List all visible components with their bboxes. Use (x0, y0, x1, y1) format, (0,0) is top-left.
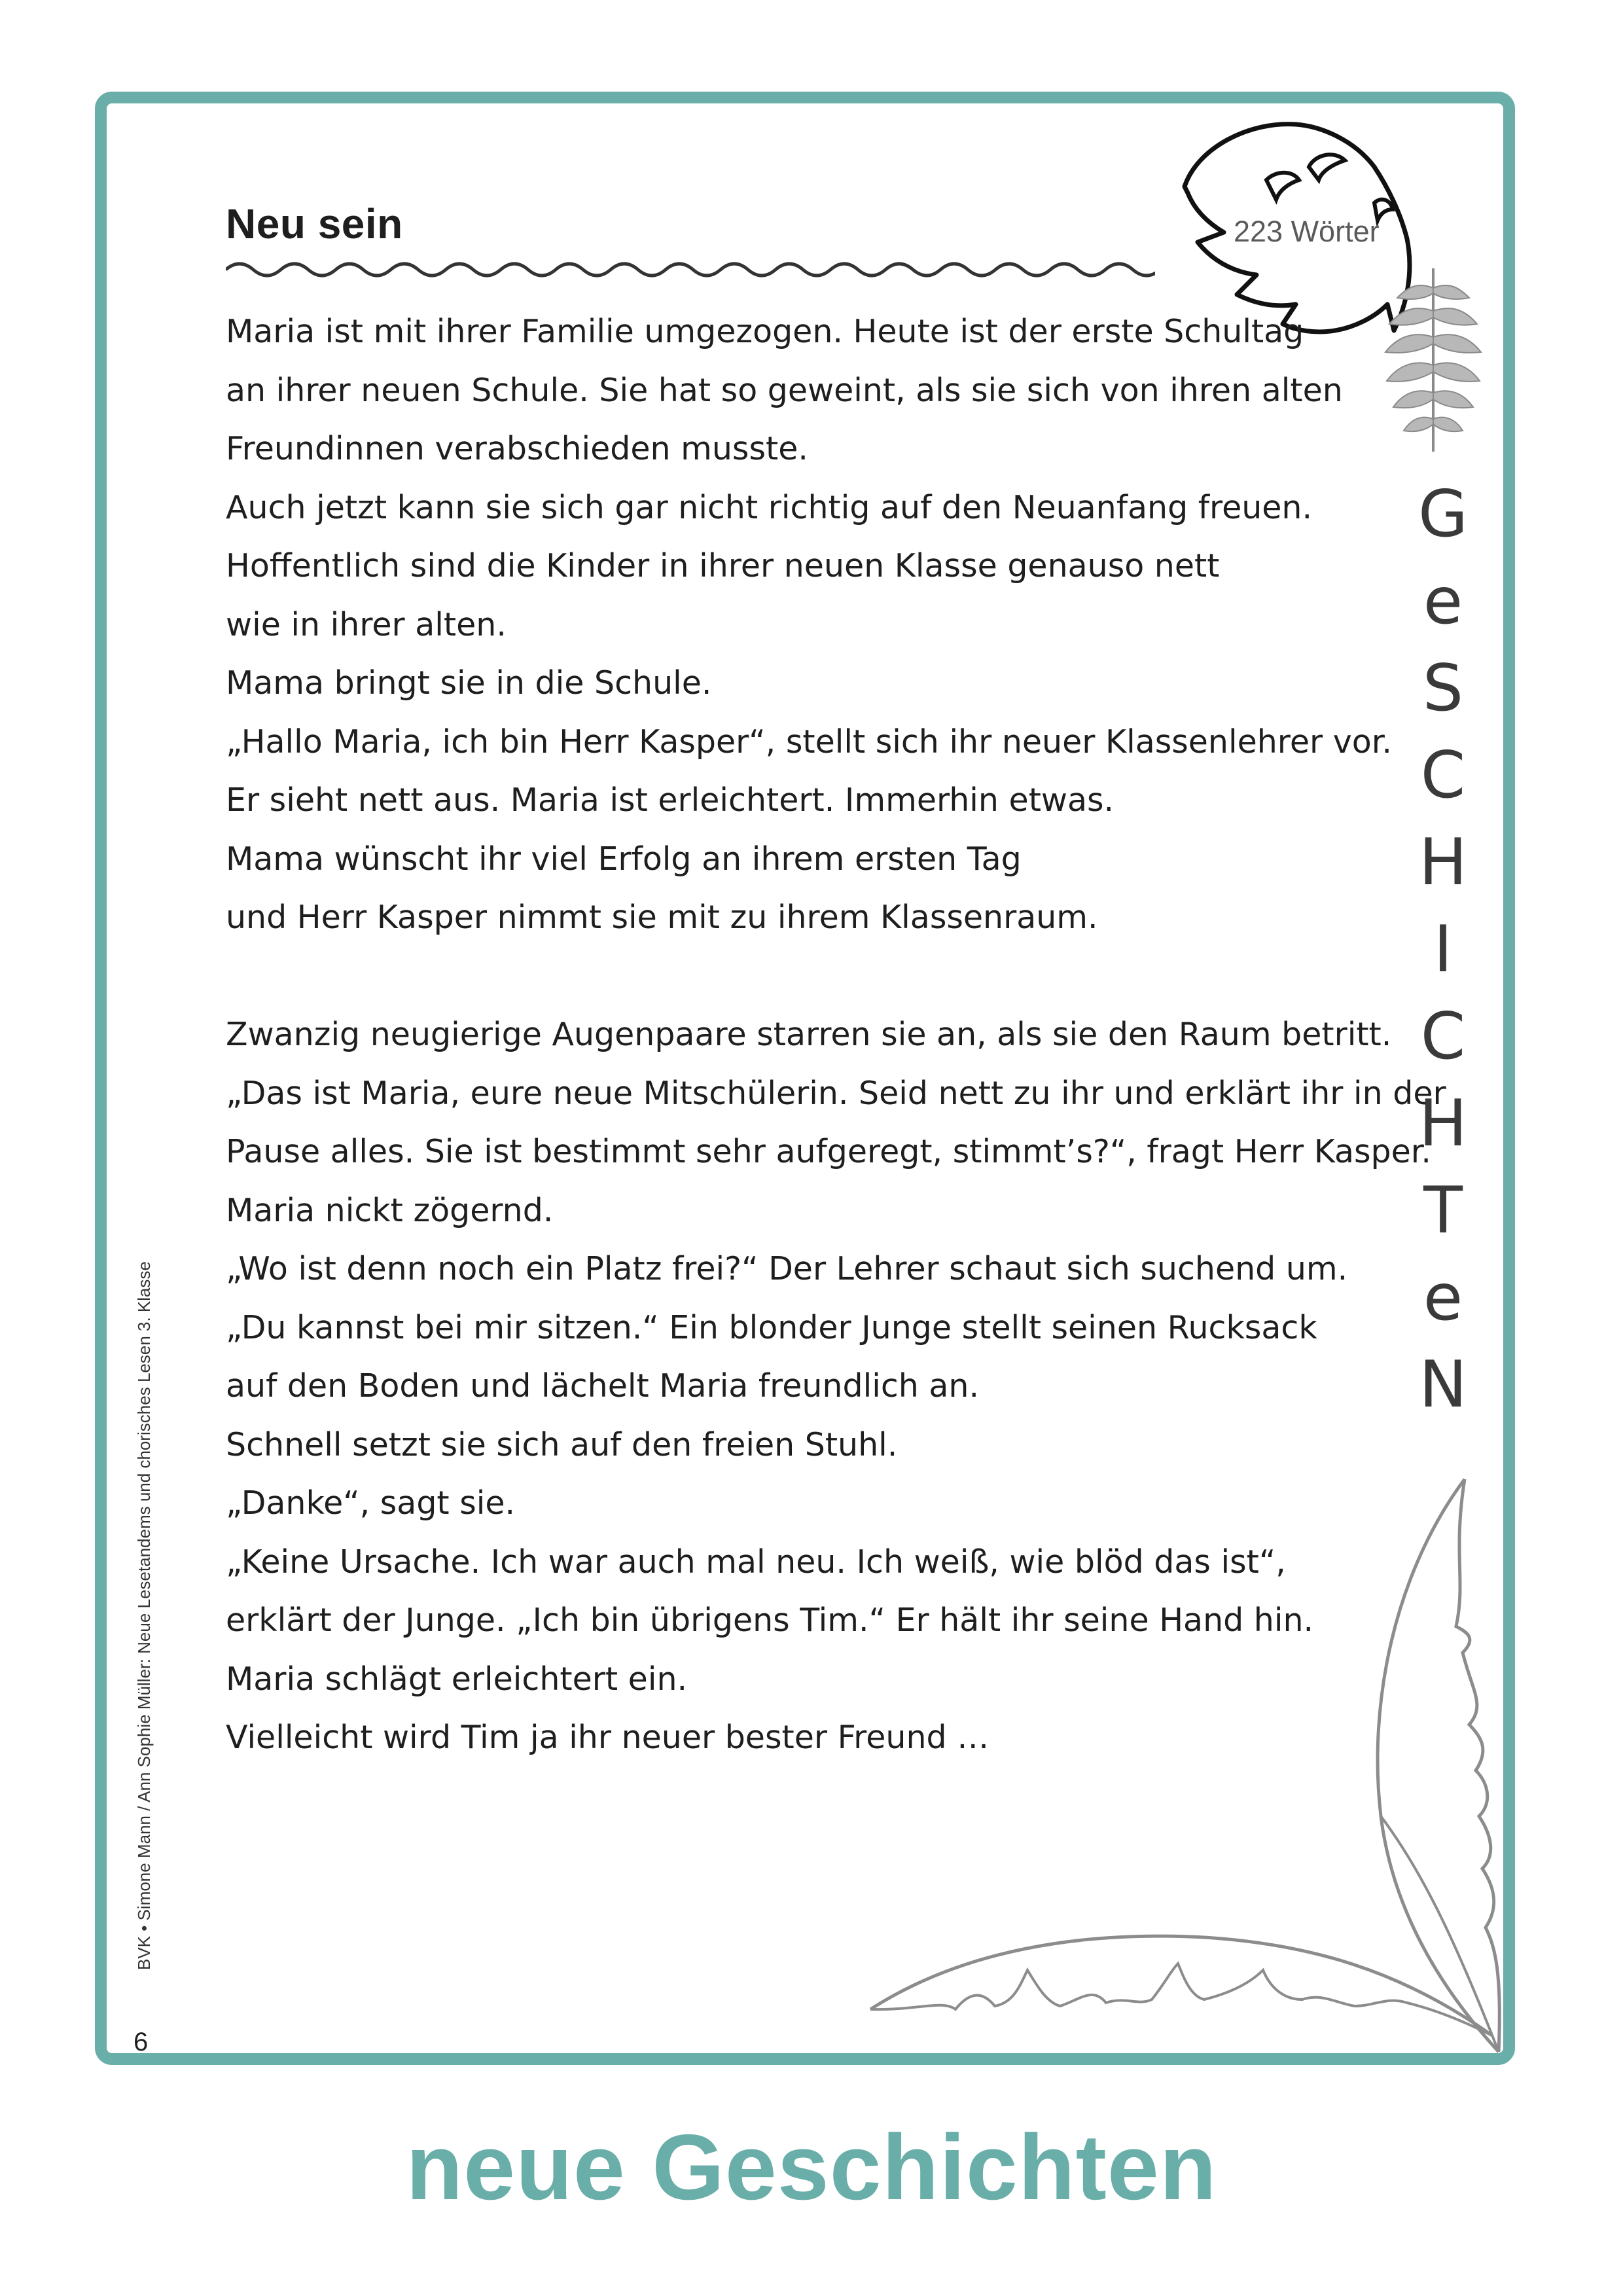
story-line: Er sieht nett aus. Maria ist erleichtert. Immerhin etwas. (226, 781, 1115, 819)
word-count: 223 Wörter (1234, 215, 1380, 248)
vertical-letter: H (1419, 1086, 1467, 1161)
vertical-letter: S (1422, 651, 1464, 726)
page-number: 6 (134, 2028, 149, 2056)
story-line: Vielleicht wird Tim ja ihr neuer bester Freund … (226, 1719, 990, 1756)
story-line: Mama wünscht ihr viel Erfolg an ihrem ersten Tag (226, 840, 1022, 878)
story-line: Schnell setzt sie sich auf den freien Stuhl. (226, 1426, 898, 1463)
story-line: erklärt der Junge. „Ich bin übrigens Tim.“ Er hält ihr seine Hand hin. (226, 1602, 1314, 1639)
story-line: Maria ist mit ihrer Familie umgezogen. Heute ist der erste Schultag (226, 313, 1304, 350)
vertical-letter: e (1423, 564, 1463, 639)
publisher-credit: BVK • Simone Mann / Ann Sophie Müller: Neue Lesetandems und chorisches Lesen 3. Klasse (134, 1261, 154, 1970)
story-line: Zwanzig neugierige Augenpaare starren sie an, als sie den Raum betritt. (226, 1016, 1392, 1053)
story-line: „Wo ist denn noch ein Platz frei?“ Der Lehrer schaut sich suchend um. (226, 1250, 1348, 1287)
story-line: „Das ist Maria, eure neue Mitschülerin. Seid nett zu ihr und erklärt ihr in der (226, 1074, 1446, 1112)
vertical-geschichten-label (1417, 471, 1469, 1429)
story-line: auf den Boden und lächelt Maria freundlich an. (226, 1367, 980, 1405)
story-line: Pause alles. Sie ist bestimmt sehr aufgeregt, stimmt’s?“, fragt Herr Kasper. (226, 1133, 1431, 1170)
story-line: Hoffentlich sind die Kinder in ihrer neuen Klasse genauso nett (226, 547, 1220, 584)
vertical-letter: C (1420, 999, 1466, 1074)
vertical-letter: e (1423, 1261, 1463, 1335)
story-line: Maria nickt zögernd. (226, 1191, 554, 1229)
story-line: wie in ihrer alten. (226, 605, 507, 643)
palm-leaf-icon (864, 1872, 1505, 2042)
story-line: Freundinnen verabschieden musste. (226, 430, 808, 467)
story-line: „Danke“, sagt sie. (226, 1484, 516, 1522)
story-line: Mama bringt sie in die Schule. (226, 664, 712, 702)
story-line: „Keine Ursache. Ich war auch mal neu. Ich weiß, wie blöd das ist“, (226, 1543, 1286, 1581)
vertical-letter: T (1423, 1174, 1463, 1248)
wavy-underline (226, 257, 1155, 283)
story-line: Auch jetzt kann sie sich gar nicht richtig auf den Neuanfang freuen. (226, 488, 1313, 526)
story-blank-line (226, 947, 1446, 1006)
story-line: „Hallo Maria, ich bin Herr Kasper“, stellt sich ihr neuer Klassenlehrer vor. (226, 723, 1392, 761)
story-line: Maria schlägt erleichtert ein. (226, 1660, 688, 1698)
vertical-letter: C (1420, 738, 1466, 813)
story-line: an ihrer neuen Schule. Sie hat so geweint, als sie sich von ihren alten (226, 371, 1343, 409)
story-text (226, 302, 1446, 1767)
story-line: „Du kannst bei mir sitzen.“ Ein blonder Junge stellt seinen Rucksack (226, 1308, 1317, 1346)
vertical-letter: H (1419, 825, 1467, 900)
story-title: Neu sein (226, 200, 403, 247)
footer-title: neue Geschichten (406, 2115, 1217, 2219)
story-line: und Herr Kasper nimmt sie mit zu ihrem Klassenraum. (226, 899, 1098, 936)
vertical-letter: I (1433, 912, 1453, 987)
vertical-letter: N (1419, 1348, 1467, 1422)
vertical-letter: G (1418, 477, 1468, 552)
